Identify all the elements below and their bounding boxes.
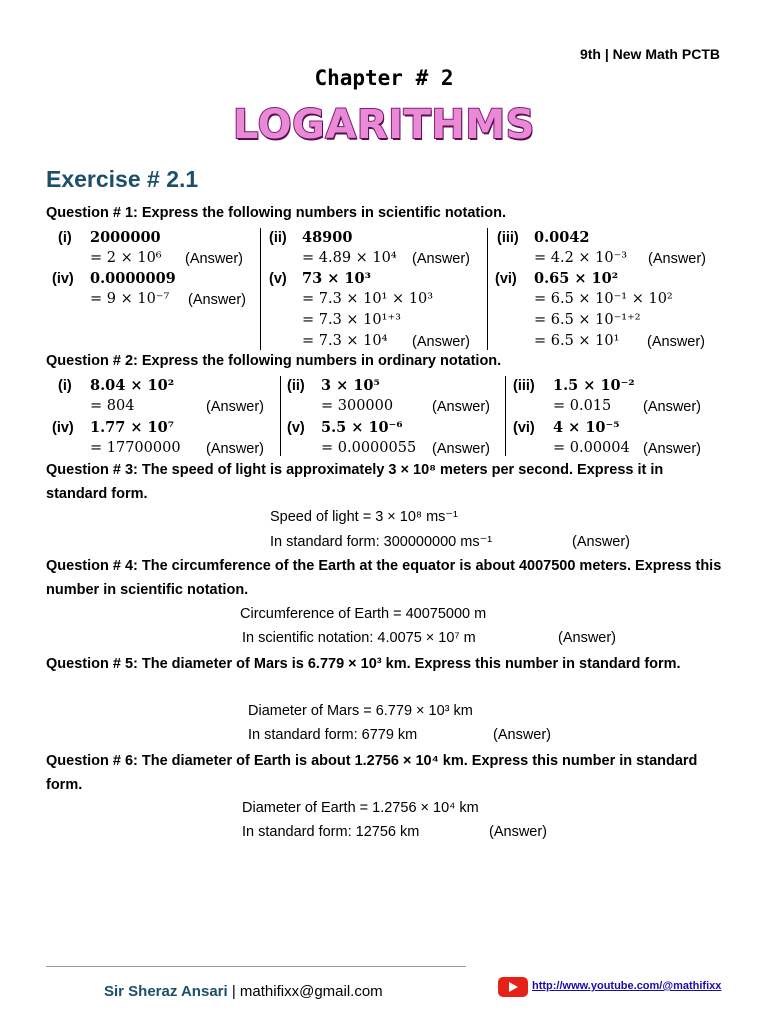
q2-label-ii: (ii) [287,378,305,394]
q2-step-vi: = 0.00004 [553,440,630,456]
q2-heading: Question # 2: Express the following numbers in ordinary notation. [46,353,502,369]
q1-label-ii: (ii) [269,230,287,246]
q2-expr-i: 8.04 × 10² [90,377,175,394]
exercise-heading: Exercise # 2.1 [46,166,199,192]
q1-expr-iv: 0.0000009 [90,270,176,287]
q2-answer-iv: (Answer) [206,441,265,457]
youtube-link[interactable]: http://www.youtube.com/@mathifixx [532,980,722,992]
q1-label-iii: (iii) [497,230,519,246]
q4-answer: (Answer) [558,630,617,646]
q2-label-i: (i) [58,378,72,394]
youtube-icon[interactable] [498,977,528,997]
q6-heading: Question # 6: The diameter of Earth is about 1.2756 × 10⁴ km. Express this number in standard form. [46,753,698,793]
q2-expr-v: 5.5 × 10⁻⁶ [321,419,403,436]
q2-label-iv: (iv) [52,420,74,436]
q1-step-vi-1: = 6.5 × 10⁻¹ × 10² [534,291,673,307]
q6-line-2: In standard form: 12756 km [242,824,420,840]
q1-answer-ii: (Answer) [412,251,471,267]
q2-step-v: = 0.0000055 [321,440,417,456]
q1-answer-v: (Answer) [412,334,471,350]
q1-divider-2 [487,228,488,350]
q5-answer: (Answer) [493,727,552,743]
q1-step-v-3: = 7.3 × 10⁴ [302,333,388,349]
q2-step-i: = 804 [90,398,135,414]
logarithms-logo-title: LOGARITHMS [233,102,535,148]
q1-answer-i: (Answer) [185,251,244,267]
q6-answer: (Answer) [489,824,548,840]
q1-answer-iii: (Answer) [648,251,707,267]
q2-answer-i: (Answer) [206,399,265,415]
footer-separator: | [231,983,236,1000]
q1-step-ii: = 4.89 × 10⁴ [302,250,397,266]
q2-divider-1 [280,376,281,456]
q1-answer-vi: (Answer) [647,334,706,350]
q1-step-iii: = 4.2 × 10⁻³ [534,250,628,266]
q1-answer-iv: (Answer) [188,292,247,308]
q4-line-1: Circumference of Earth = 40075000 m [240,606,487,622]
q1-step-v-1: = 7.3 × 10¹ × 10³ [302,291,434,307]
q1-step-i: = 2 × 10⁶ [90,250,162,266]
q1-divider-1 [260,228,261,350]
q3-answer: (Answer) [572,534,631,550]
q4-line-2: In scientific notation: 4.0075 × 10⁷ m [242,630,476,646]
q2-expr-iii: 1.5 × 10⁻² [553,377,635,394]
q2-expr-iv: 1.77 × 10⁷ [90,419,175,436]
q2-step-ii: = 300000 [321,398,394,414]
q2-step-iv: = 17700000 [90,440,181,456]
q1-step-vi-3: = 6.5 × 10¹ [534,333,620,349]
footer-divider [46,966,466,967]
q1-label-iv: (iv) [52,271,74,287]
q2-answer-vi: (Answer) [643,441,702,457]
q2-label-iii: (iii) [513,378,535,394]
q1-label-i: (i) [58,230,72,246]
q1-expr-ii: 48900 [302,229,353,246]
q4-heading: Question # 4: The circumference of the Earth at the equator is about 4007500 meters. Express this number in scientific notation. [46,558,722,598]
q2-answer-iii: (Answer) [643,399,702,415]
q2-step-iii: = 0.015 [553,398,612,414]
q1-expr-i: 2000000 [90,229,161,246]
q2-divider-2 [505,376,506,456]
q3-line-1: Speed of light = 3 × 10⁸ ms⁻¹ [270,509,458,525]
q1-label-vi: (vi) [495,271,517,287]
q1-step-vi-2: = 6.5 × 10⁻¹⁺² [534,312,641,328]
q1-step-v-2: = 7.3 × 10¹⁺³ [302,312,401,328]
q2-expr-vi: 4 × 10⁻⁵ [553,419,620,436]
author-name: Sir Sheraz Ansari [104,983,228,1000]
q2-label-v: (v) [287,420,305,436]
chapter-title: Chapter # 2 [314,66,454,90]
q2-expr-ii: 3 × 10⁵ [321,377,380,394]
q6-line-1: Diameter of Earth = 1.2756 × 10⁴ km [242,800,479,816]
q2-answer-v: (Answer) [432,441,491,457]
q1-expr-vi: 0.65 × 10² [534,270,619,287]
header-tag: 9th | New Math PCTB [579,46,720,62]
q1-step-iv: = 9 × 10⁻⁷ [90,291,170,307]
q1-label-v: (v) [269,271,287,287]
q3-line-2: In standard form: 300000000 ms⁻¹ [270,534,493,550]
q1-expr-v: 73 × 10³ [302,270,371,287]
author-email[interactable]: mathifixx@gmail.com [239,983,383,1000]
q5-line-1: Diameter of Mars = 6.779 × 10³ km [248,703,473,719]
q2-answer-ii: (Answer) [432,399,491,415]
q5-line-2: In standard form: 6779 km [248,727,418,743]
q3-heading: Question # 3: The speed of light is approximately 3 × 10⁸ meters per second. Express it in standard form. [46,462,664,502]
q1-expr-iii: 0.0042 [534,229,590,246]
q2-label-vi: (vi) [513,420,535,436]
q5-heading: Question # 5: The diameter of Mars is 6.779 × 10³ km. Express this number in standard form. [46,656,681,672]
footer-author-line [104,983,383,1000]
q1-heading: Question # 1: Express the following numbers in scientific notation. [46,205,507,221]
